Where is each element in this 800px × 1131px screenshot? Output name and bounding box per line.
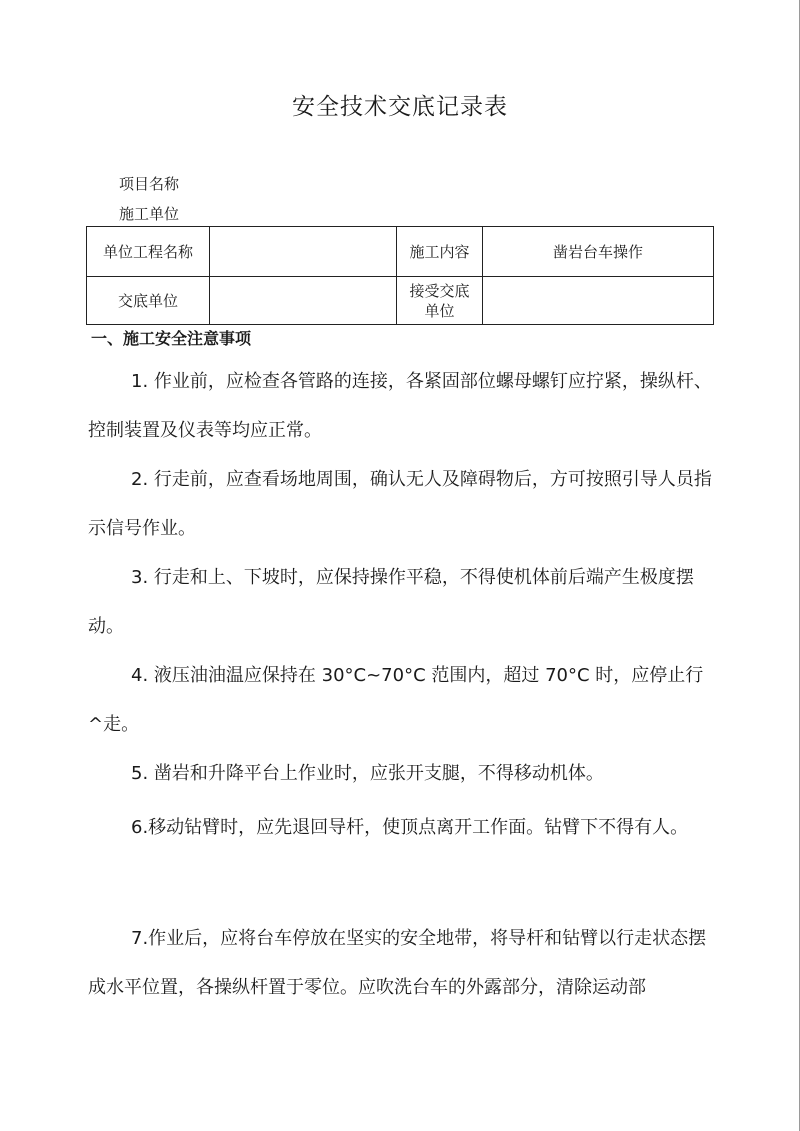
table-row — [87, 277, 714, 325]
list-item: 1. 作业前，应检查各管路的连接，各紧固部位螺母螺钉应拧紧，操纵杆、控制装置及仪表等均应正常。 — [88, 371, 712, 441]
document-title: 安全技术交底记录表 — [292, 94, 508, 120]
list-item: 4. 液压油油温应保持在 30°C~70°C 范围内，超过 70°C 时，应停止行^走。 — [88, 665, 704, 735]
handover-unit-value — [210, 277, 397, 325]
receiving-unit-label-line2: 单位 — [424, 301, 455, 320]
construction-content-value: 凿岩台车操作 — [483, 227, 714, 277]
construction-content-label: 施工内容 — [397, 227, 483, 277]
list-item: 6.移动钻臂时，应先退回导杆，使顶点离开工作面。钻臂下不得有人。 — [131, 817, 689, 838]
receiving-unit-label — [397, 277, 483, 325]
list-item: 3. 行走和上、下坡时，应保持操作平稳，不得使机体前后端产生极度摆动。 — [88, 567, 694, 637]
receiving-unit-value — [483, 277, 714, 325]
section-heading: 一、施工安全注意事项 — [91, 329, 252, 348]
unit-project-label: 单位工程名称 — [87, 227, 210, 277]
project-name-label: 项目名称 — [119, 175, 180, 193]
list-item: 2. 行走前，应查看场地周围，确认无人及障碍物后，方可按照引导人员指示信号作业。 — [88, 469, 712, 539]
table-row — [87, 227, 714, 277]
handover-unit-label: 交底单位 — [87, 277, 210, 325]
receiving-unit-label-line1: 接受交底 — [409, 281, 470, 300]
list-item: 7.作业后，应将台车停放在坚实的安全地带，将导杆和钻臂以行走状态摆成水平位置，各操纵杆置于零位。应吹洗台车的外露部分，清除运动部 — [88, 928, 707, 998]
unit-project-value — [210, 227, 397, 277]
list-item: 5. 凿岩和升降平台上作业时，应张开支腿，不得移动机体。 — [131, 763, 604, 784]
construction-unit-label: 施工单位 — [119, 205, 180, 223]
handover-info-table — [86, 226, 714, 325]
